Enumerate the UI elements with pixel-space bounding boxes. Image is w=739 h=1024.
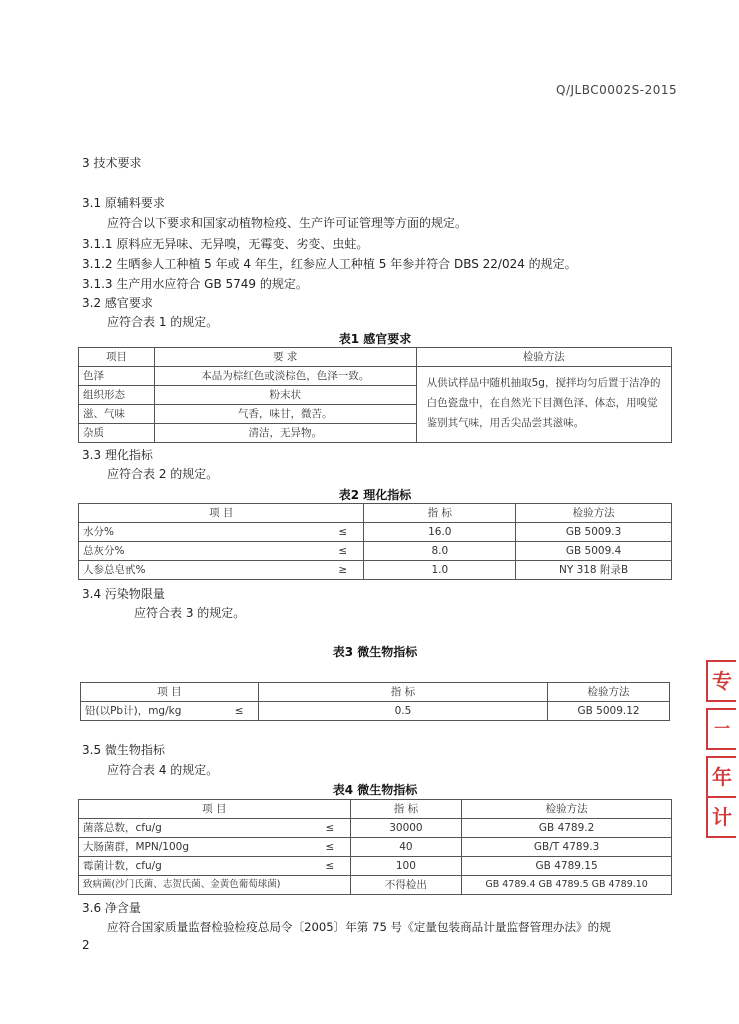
- table2-header-row: [79, 504, 672, 523]
- section-3-6-title: 3.6 净含量: [82, 901, 141, 915]
- table2-row-operator: ≤: [322, 542, 364, 561]
- table4-row-value: 30000: [350, 819, 462, 838]
- table1: [78, 347, 672, 443]
- table3-row-value: 0.5: [258, 702, 547, 721]
- table-row: [79, 561, 672, 580]
- stamp-char: 一: [706, 708, 736, 750]
- section-3-title: 3 技术要求: [82, 156, 142, 170]
- table4-row-item: 致病菌(沙门氏菌、志贺氏菌、金黄色葡萄球菌): [79, 876, 351, 895]
- table1-row-item: 杂质: [79, 424, 155, 443]
- table1-header-row: [79, 348, 672, 367]
- table3-row-operator: ≤: [220, 702, 258, 721]
- table-row: [79, 857, 672, 876]
- table4-row-operator: ≤: [310, 838, 350, 857]
- section-3-1-2: 3.1.2 生晒参人工种植 5 年或 4 年生，红参应人工种植 5 年参并符合 DBS 22/024 的规定。: [82, 257, 577, 271]
- section-3-4-text: 应符合表 3 的规定。: [134, 606, 246, 620]
- table1-header-method: 检验方法: [416, 348, 671, 367]
- section-3-1-intro: 应符合以下要求和国家动植物检疫、生产许可证管理等方面的规定。: [107, 216, 468, 230]
- table2-caption: 表2 理化指标: [338, 488, 412, 502]
- table3-header-item: 项 目: [81, 683, 259, 702]
- table4-row-value: 不得检出: [350, 876, 462, 895]
- table4-header-row: [79, 800, 672, 819]
- table3-header-row: [81, 683, 670, 702]
- table2-header-index: 指 标: [364, 504, 516, 523]
- table2-row-value: 1.0: [364, 561, 516, 580]
- table1-row-requirement: 气香，味甘，微苦。: [154, 405, 416, 424]
- section-3-4-title: 3.4 污染物限量: [82, 587, 165, 601]
- table-row: [79, 819, 672, 838]
- table2-row-item: 总灰分%: [79, 542, 323, 561]
- table3-row-method: GB 5009.12: [548, 702, 670, 721]
- page-number: 2: [82, 938, 90, 952]
- document-code: Q/JLBC0002S-2015: [556, 83, 678, 97]
- table-row: [79, 523, 672, 542]
- table1-row-item: 色泽: [79, 367, 155, 386]
- stamp-char: 年: [706, 756, 736, 798]
- table2-row-value: 16.0: [364, 523, 516, 542]
- section-3-3-title: 3.3 理化指标: [82, 448, 153, 462]
- table4-caption: 表4 微生物指标: [332, 783, 418, 797]
- table4-row-item: 大肠菌群，MPN/100g: [79, 838, 311, 857]
- table4-row-item: 菌落总数，cfu/g: [79, 819, 311, 838]
- table2-row-method: GB 5009.3: [516, 523, 672, 542]
- section-3-1-1: 3.1.1 原料应无异味、无异嗅，无霉变、劣变、虫蛀。: [82, 237, 369, 251]
- table2-row-item: 人参总皂甙%: [79, 561, 323, 580]
- table1-caption: 表1 感官要求: [338, 332, 412, 346]
- table4-row-operator: ≤: [310, 819, 350, 838]
- stamp-char: 计: [706, 798, 736, 838]
- table3-header-index: 指 标: [258, 683, 547, 702]
- table1-row-requirement: 粉末状: [154, 386, 416, 405]
- table-row: [79, 838, 672, 857]
- table2-row-method: GB 5009.4: [516, 542, 672, 561]
- table3-header-method: 检验方法: [548, 683, 670, 702]
- table2-row-value: 8.0: [364, 542, 516, 561]
- table-row: [79, 367, 672, 386]
- table4-header-item: 项 目: [79, 800, 351, 819]
- section-3-5-text: 应符合表 4 的规定。: [107, 763, 219, 777]
- table4-row-method: GB 4789.2: [462, 819, 672, 838]
- table4-header-method: 检验方法: [462, 800, 672, 819]
- section-3-2-title: 3.2 感官要求: [82, 296, 153, 310]
- table4-row-method: GB 4789.4 GB 4789.5 GB 4789.10: [462, 876, 672, 895]
- section-3-5-title: 3.5 微生物指标: [82, 743, 165, 757]
- table2-row-operator: ≤: [322, 523, 364, 542]
- table1-row-item: 滋、气味: [79, 405, 155, 424]
- table4-row-method: GB/T 4789.3: [462, 838, 672, 857]
- section-3-3-text: 应符合表 2 的规定。: [107, 467, 219, 481]
- section-3-1-3: 3.1.3 生产用水应符合 GB 5749 的规定。: [82, 277, 308, 291]
- table3-caption: 表3 微生物指标: [332, 645, 418, 659]
- table-row: [79, 542, 672, 561]
- table1-header-requirement: 要 求: [154, 348, 416, 367]
- seal-stamp: [706, 660, 736, 838]
- section-3-2-text: 应符合表 1 的规定。: [107, 315, 219, 329]
- table-row: [79, 876, 672, 895]
- table1-row-requirement: 清洁，无异物。: [154, 424, 416, 443]
- section-3-6-text: 应符合国家质量监督检验检疫总局令〔2005〕年第 75 号《定量包装商品计量监督管理办法》的规: [107, 920, 611, 934]
- table4-row-item: 霉菌计数，cfu/g: [79, 857, 311, 876]
- table1-row-item: 组织形态: [79, 386, 155, 405]
- table2-row-method: NY 318 附录B: [516, 561, 672, 580]
- table2-row-operator: ≥: [322, 561, 364, 580]
- table3: [80, 682, 670, 721]
- table4-row-method: GB 4789.15: [462, 857, 672, 876]
- table1-header-item: 项目: [79, 348, 155, 367]
- table2-header-method: 检验方法: [516, 504, 672, 523]
- table3-row-item: 铅(以Pb计)，mg/kg: [81, 702, 221, 721]
- table4-header-index: 指 标: [350, 800, 462, 819]
- table4: [78, 799, 672, 895]
- table-row: [81, 702, 670, 721]
- table4-row-value: 40: [350, 838, 462, 857]
- table2-row-item: 水分%: [79, 523, 323, 542]
- table1-method-cell: 从供试样品中随机抽取5g，搅拌均匀后置于洁净的白色瓷盘中，在自然光下目测色泽、体态，用嗅觉鉴别其气味，用舌尖品尝其滋味。: [416, 367, 671, 443]
- table4-row-value: 100: [350, 857, 462, 876]
- table1-row-requirement: 本品为棕红色或淡棕色，色泽一致。: [154, 367, 416, 386]
- table4-row-operator: ≤: [310, 857, 350, 876]
- table2: [78, 503, 672, 580]
- table2-header-item: 项 目: [79, 504, 364, 523]
- stamp-char: 专: [706, 660, 736, 702]
- section-3-1-title: 3.1 原辅料要求: [82, 196, 165, 210]
